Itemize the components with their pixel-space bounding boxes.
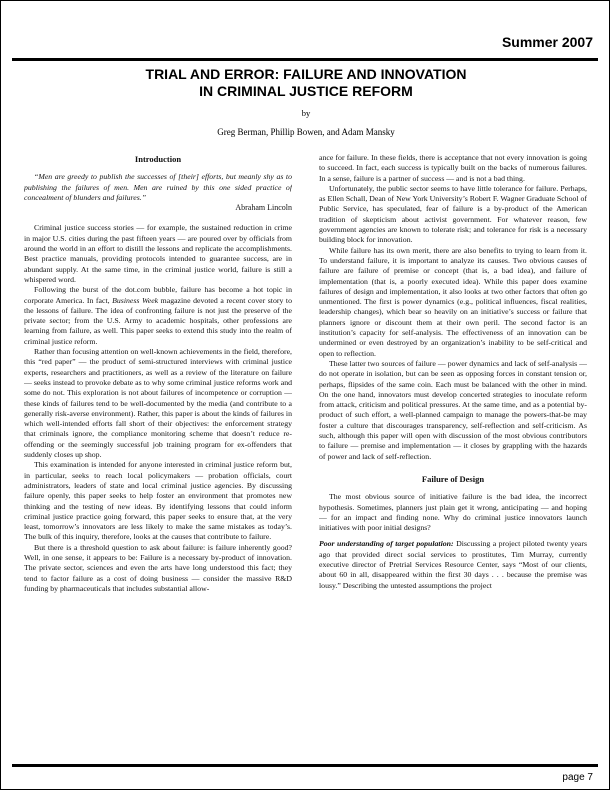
footer-rule [12, 764, 598, 767]
paragraph [24, 285, 292, 347]
paragraph-text: Discussing a project piloted twenty years ago that provided direct social services to prostitutes, Tim Murray, currently executive director of Pretrial Services Resource Center, says “Most of our clients, about 60 in all, disappeared within the first 30 days . . . because the premise was lousy.” Describing the untested assumptions the project [319, 539, 587, 590]
paragraph: This examination is intended for anyone interested in criminal justice reform but, in particular, seeks to reach local policymakers — probation officials, court administrators, leaders of state and local criminal justice agencies. By discussing failure openly, this paper seeks to help foster an environment that promotes new thinking and the testing of new ideas. By identifying lessons that could inform criminal justice practice going forward, this paper seeks to ensure that, at the very least, tomorrow’s innovators are less likely to make the same mistakes as today’s. The bulk of this inquiry, therefore, looks at the causes that contribute to failure. [24, 460, 292, 542]
paragraph: While failure has its own merit, there are also benefits to trying to learn from it. To understand failure, it is important to analyze its causes. Two obvious causes of failure are failure of premise or concept (that is, a bad idea), and failure of implementation (that is, a poorly executed idea). While this paper does examine failures of design and implementation, it also looks at two other factors that often go unmentioned. The first is power dynamics (e.g., political influences, fiscal realities, leadership changes), which bear so heavily on an initiative’s success or failure that planners ignore or discount them at their own peril. The second factor is an institution’s capacity for self-analysis. The effectiveness of an innovation can be undermined or even destroyed by an organization’s inability to be self-critical and open to reflection. [319, 245, 587, 358]
page-number: page 7 [562, 772, 593, 783]
paragraph: These latter two sources of failure — power dynamics and lack of self-analysis — do not operate in isolation, but can be seen as opposing forces in constant tension or, perhaps, flipsides of the same coin. Each must be balanced with the other in mind. On the one hand, innovators must develop concerted strategies to inoculate reform from attack, criticism and political pressures. At the same time, and as a potential by-product of such effort, a well-planned campaign to manage the powers-that-be may foster a culture that discourages transparency, self-reflection and self-criticism. As such, although this paper will open with discussion of the most obvious contributors to failure — premise and implementation — it closes by grappling with the hazards of power and lack of self-reflection. [319, 358, 587, 461]
author-names: Greg Berman, Phillip Bowen, and Adam Mansky [217, 127, 395, 137]
article-title [1, 66, 611, 100]
epigraph-attribution: Abraham Lincoln [235, 203, 292, 213]
paragraph [319, 539, 587, 590]
paragraph: Rather than focusing attention on well-known achievements in the field, therefore, this “red paper” — the product of semi-structured interviews with criminal justice experts, researchers and practitioners, as well as a review of the literature on failure — seeks instead to provoke debate as to why some criminal justice reforms work and some do not. This exploration is not about failures of incompetence or corruption — these kinds of failures tend to be well-documented by the media (and contribute to a generally risk-averse environment). Rather, this paper is about the kinds of failures in which well-intended efforts fall short of their objectives: the enforcement strategy that criminals ignore, the compliance monitoring scheme that doesn’t reduce re-offending or the seemingly successful job training program for ex-offenders that suddenly closes up shop. [24, 347, 292, 460]
paragraph-text: magazine devoted a recent cover story to the lessons of failure. The idea of confronting failure is not just the preserve of the private sector; from the U.S. Army to academic hospitals, other professions are learning from failure, as well. This paper seeks to extend this study into the realm of criminal justice reform. [24, 295, 292, 346]
paragraph: The most obvious source of initiative failure is the bad idea, the incorrect hypothesis. Sometimes, planners just plain get it wrong, anticipating — and hoping — for an impact and finding none. Why do criminal justice innovators launch initiatives with poor initial designs? [319, 492, 587, 533]
header-rule [12, 58, 598, 61]
paragraph: But there is a threshold question to ask about failure: is failure inherently good? Well, in one sense, it appears to be: Failure is a necessary by-product of innovation. The private sector, sciences and even the arts have long understood this fact; they tend to factor failure as a cost of doing business — consider the massive R&D funding by pharmaceuticals that includes substantial allow- [24, 542, 292, 593]
title-line-2: IN CRIMINAL JUSTICE REFORM [199, 83, 413, 99]
byline-by: by [301, 108, 311, 118]
paragraph-text: Following the burst of the dot.com bubble, failure has become a hot topic in corporate America. In fact, [24, 285, 292, 305]
section-heading-introduction: Introduction [134, 154, 182, 164]
lead-in: Poor understanding of target population: [319, 539, 454, 549]
paragraph: Unfortunately, the public sector seems to have little tolerance for failure. Perhaps, as Ellen Schall, Dean of New York University’s Robert F. Wagner Graduate School of Public Service, has speculated, fear of failure is a by-product of the American tradition of skepticism about activist government. For whatever reason, few government agencies are known to tolerate risk; and tolerance for risk is a necessary building block for innovation. [319, 183, 587, 245]
magazine-name: Business Week [112, 295, 159, 305]
epigraph-quote: “Men are greedy to publish the successes of [their] efforts, but meanly shy as to publishing the failures of men. Men are ruined by this one sided practice of concealment of blunders and failures.” [24, 172, 292, 202]
paragraph: Criminal justice success stories — for example, the sustained reduction in crime in major U.S. cities during the past fifteen years — are poured over by officials from around the world in an effort to distill the lessons and replicate the accomplishments. Best practice manuals, providing protocols intended to guarantee success, are in abundant supply. At the same time, in the criminal justice world, failure is still a whispered word. [24, 223, 292, 284]
title-line-1: TRIAL AND ERROR: FAILURE AND INNOVATION [145, 66, 467, 82]
section-heading-failure-of-design: Failure of Design [421, 473, 485, 484]
issue-date: Summer 2007 [501, 34, 593, 50]
paragraph: ance for failure. In these fields, there is acceptance that not every innovation is going to succeed. In fact, each success is typically built on the backs of numerous failures. In a sense, failure is a partner of success — and is not a bad thing. [319, 153, 587, 183]
right-column [319, 153, 587, 756]
left-column [24, 148, 292, 756]
